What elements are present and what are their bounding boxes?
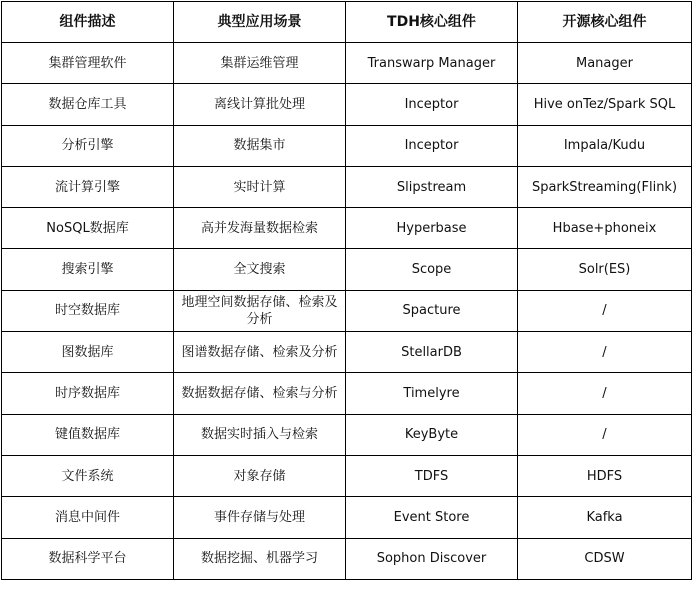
cell-open-source-component: Kafka bbox=[518, 497, 692, 538]
cell-tdh-component: KeyByte bbox=[346, 414, 518, 455]
cell-tdh-component: Inceptor bbox=[346, 84, 518, 125]
cell-open-source-component: / bbox=[518, 290, 692, 331]
cell-tdh-component: Sophon Discover bbox=[346, 538, 518, 579]
cell-description: 图数据库 bbox=[2, 332, 174, 373]
cell-scenario: 实时计算 bbox=[174, 166, 346, 207]
cell-open-source-component: Hbase+phoneix bbox=[518, 208, 692, 249]
cell-description: 搜索引擎 bbox=[2, 249, 174, 290]
header-cell-open-source-component: 开源核心组件 bbox=[518, 2, 692, 43]
table-row bbox=[2, 84, 692, 125]
cell-scenario: 高并发海量数据检索 bbox=[174, 208, 346, 249]
cell-scenario: 地理空间数据存储、检索及分析 bbox=[174, 290, 346, 331]
table-row bbox=[2, 538, 692, 579]
cell-scenario: 离线计算批处理 bbox=[174, 84, 346, 125]
table-row bbox=[2, 166, 692, 207]
cell-description: 时序数据库 bbox=[2, 373, 174, 414]
table-row bbox=[2, 497, 692, 538]
cell-description: 数据科学平台 bbox=[2, 538, 174, 579]
table-row bbox=[2, 125, 692, 166]
cell-open-source-component: / bbox=[518, 373, 692, 414]
table-row bbox=[2, 43, 692, 84]
cell-open-source-component: Solr(ES) bbox=[518, 249, 692, 290]
table-row bbox=[2, 249, 692, 290]
cell-scenario: 数据集市 bbox=[174, 125, 346, 166]
cell-open-source-component: SparkStreaming(Flink) bbox=[518, 166, 692, 207]
cell-tdh-component: Timelyre bbox=[346, 373, 518, 414]
cell-tdh-component: Hyperbase bbox=[346, 208, 518, 249]
cell-scenario: 数据数据存储、检索与分析 bbox=[174, 373, 346, 414]
cell-tdh-component: StellarDB bbox=[346, 332, 518, 373]
cell-scenario: 全文搜索 bbox=[174, 249, 346, 290]
cell-description: 键值数据库 bbox=[2, 414, 174, 455]
cell-open-source-component: CDSW bbox=[518, 538, 692, 579]
cell-scenario: 图谱数据存储、检索及分析 bbox=[174, 332, 346, 373]
component-table bbox=[1, 1, 692, 580]
cell-scenario: 对象存储 bbox=[174, 455, 346, 496]
table-row bbox=[2, 332, 692, 373]
table-row bbox=[2, 373, 692, 414]
cell-description: 消息中间件 bbox=[2, 497, 174, 538]
cell-description: 文件系统 bbox=[2, 455, 174, 496]
cell-description: 数据仓库工具 bbox=[2, 84, 174, 125]
header-cell-scenario: 典型应用场景 bbox=[174, 2, 346, 43]
cell-open-source-component: Manager bbox=[518, 43, 692, 84]
cell-description: 时空数据库 bbox=[2, 290, 174, 331]
cell-tdh-component: TDFS bbox=[346, 455, 518, 496]
cell-description: 流计算引擎 bbox=[2, 166, 174, 207]
cell-open-source-component: Impala/Kudu bbox=[518, 125, 692, 166]
cell-tdh-component: Transwarp Manager bbox=[346, 43, 518, 84]
cell-open-source-component: Hive onTez/Spark SQL bbox=[518, 84, 692, 125]
header-cell-tdh-component: TDH核心组件 bbox=[346, 2, 518, 43]
cell-description: 集群管理软件 bbox=[2, 43, 174, 84]
header-row bbox=[2, 2, 692, 43]
cell-description: 分析引擎 bbox=[2, 125, 174, 166]
table-row bbox=[2, 208, 692, 249]
cell-scenario: 事件存储与处理 bbox=[174, 497, 346, 538]
cell-open-source-component: HDFS bbox=[518, 455, 692, 496]
cell-scenario: 数据实时插入与检索 bbox=[174, 414, 346, 455]
table-row bbox=[2, 455, 692, 496]
table-row bbox=[2, 414, 692, 455]
cell-scenario: 数据挖掘、机器学习 bbox=[174, 538, 346, 579]
header-cell-description: 组件描述 bbox=[2, 2, 174, 43]
cell-open-source-component: / bbox=[518, 414, 692, 455]
cell-tdh-component: Slipstream bbox=[346, 166, 518, 207]
cell-scenario: 集群运维管理 bbox=[174, 43, 346, 84]
cell-tdh-component: Spacture bbox=[346, 290, 518, 331]
table-row bbox=[2, 290, 692, 331]
cell-tdh-component: Event Store bbox=[346, 497, 518, 538]
cell-description: NoSQL数据库 bbox=[2, 208, 174, 249]
cell-tdh-component: Scope bbox=[346, 249, 518, 290]
cell-open-source-component: / bbox=[518, 332, 692, 373]
cell-tdh-component: Inceptor bbox=[346, 125, 518, 166]
